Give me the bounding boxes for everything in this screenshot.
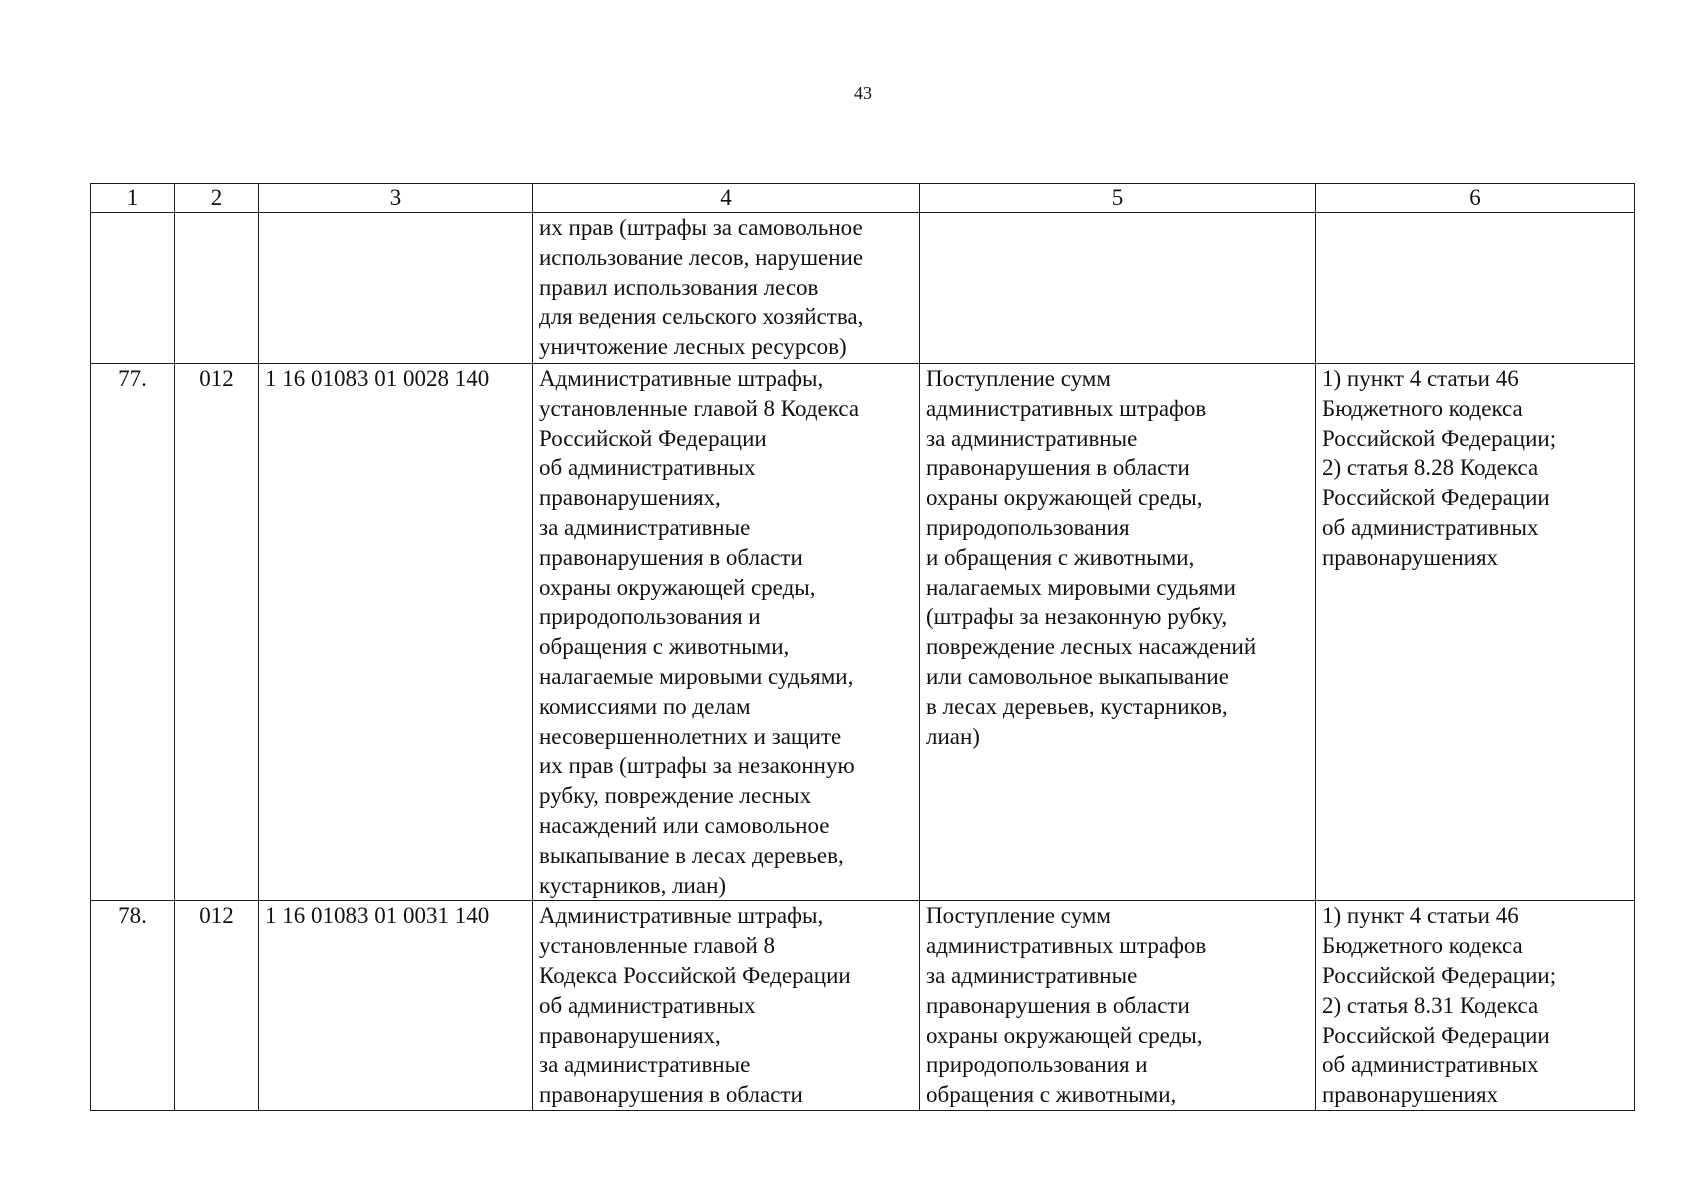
revenue-description-cell (920, 213, 1316, 364)
budget-revenue-table (90, 183, 1635, 1111)
table-row (91, 364, 1635, 901)
revenue-name-cell (533, 901, 920, 1111)
column-header-6: 6 (1316, 184, 1635, 213)
admin-code-cell (175, 213, 259, 364)
legal-basis-text: 1) пункт 4 статьи 46 Бюджетного кодекса Российской Федерации; 2) статья 8.31 Кодекса Российской Федерации об административных правонарушениях (1322, 903, 1557, 1108)
page-number: 43 (854, 83, 872, 103)
legal-basis-text: 1) пункт 4 статьи 46 Бюджетного кодекса Российской Федерации; 2) статья 8.28 Кодекса Российской Федерации об административных правонарушениях (1322, 366, 1557, 570)
column-header-2: 2 (175, 184, 259, 213)
revenue-name-cell (533, 213, 920, 364)
row-number-cell (91, 213, 175, 364)
revenue-description-cell (920, 901, 1316, 1111)
legal-basis-cell (1316, 213, 1635, 364)
revenue-name-text: их прав (штрафы за самовольное использование лесов, нарушение правил использования лесов для ведения сельского хозяйства, уничтожение лесных ресурсов) (539, 215, 864, 360)
admin-code-cell: 012 (175, 901, 259, 1111)
column-number-row (91, 184, 1635, 213)
kbk-code-cell: 1 16 01083 01 0031 140 (259, 901, 533, 1111)
row-number-cell: 78. (91, 901, 175, 1111)
kbk-code-cell (259, 213, 533, 364)
legal-basis-cell (1316, 364, 1635, 901)
column-header-3: 3 (259, 184, 533, 213)
revenue-name-text: Административные штрафы, установленные главой 8 Кодекса Российской Федерации об административных правонарушениях, за административные правонарушения в области (539, 903, 851, 1108)
column-header-1: 1 (91, 184, 175, 213)
legal-basis-cell (1316, 901, 1635, 1111)
column-header-4: 4 (533, 184, 920, 213)
admin-code-cell: 012 (175, 364, 259, 901)
revenue-name-cell (533, 364, 920, 901)
revenue-description-text: Поступление сумм административных штрафов за административные правонарушения в области охраны окружающей среды, природопользования и обращения с животными, налагаемых мировыми судьями (штрафы за незаконную рубку, повреждение лесных насаждений или самовольное выкапывание в лесах деревьев, кустарников, лиан) (926, 366, 1257, 749)
row-number-cell: 77. (91, 364, 175, 901)
revenue-description-text: Поступление сумм административных штрафов за административные правонарушения в области охраны окружающей среды, природопользования и обращения с животными, (926, 903, 1207, 1108)
revenue-description-cell (920, 364, 1316, 901)
table-row (91, 213, 1635, 364)
kbk-code-cell: 1 16 01083 01 0028 140 (259, 364, 533, 901)
revenue-name-text: Административные штрафы, установленные главой 8 Кодекса Российской Федерации об административных правонарушениях, за административные правонарушения в области охраны окружающей среды, природопользования и обращения с животными, налагаемые мировыми судьями, комиссиями по делам несовершеннолетних и защите их прав (штрафы за незаконную рубку, повреждение лесных насаждений или самовольное выкапывание в лесах деревьев, кустарников, лиан) (539, 366, 860, 898)
column-header-5: 5 (920, 184, 1316, 213)
table-row (91, 901, 1635, 1111)
